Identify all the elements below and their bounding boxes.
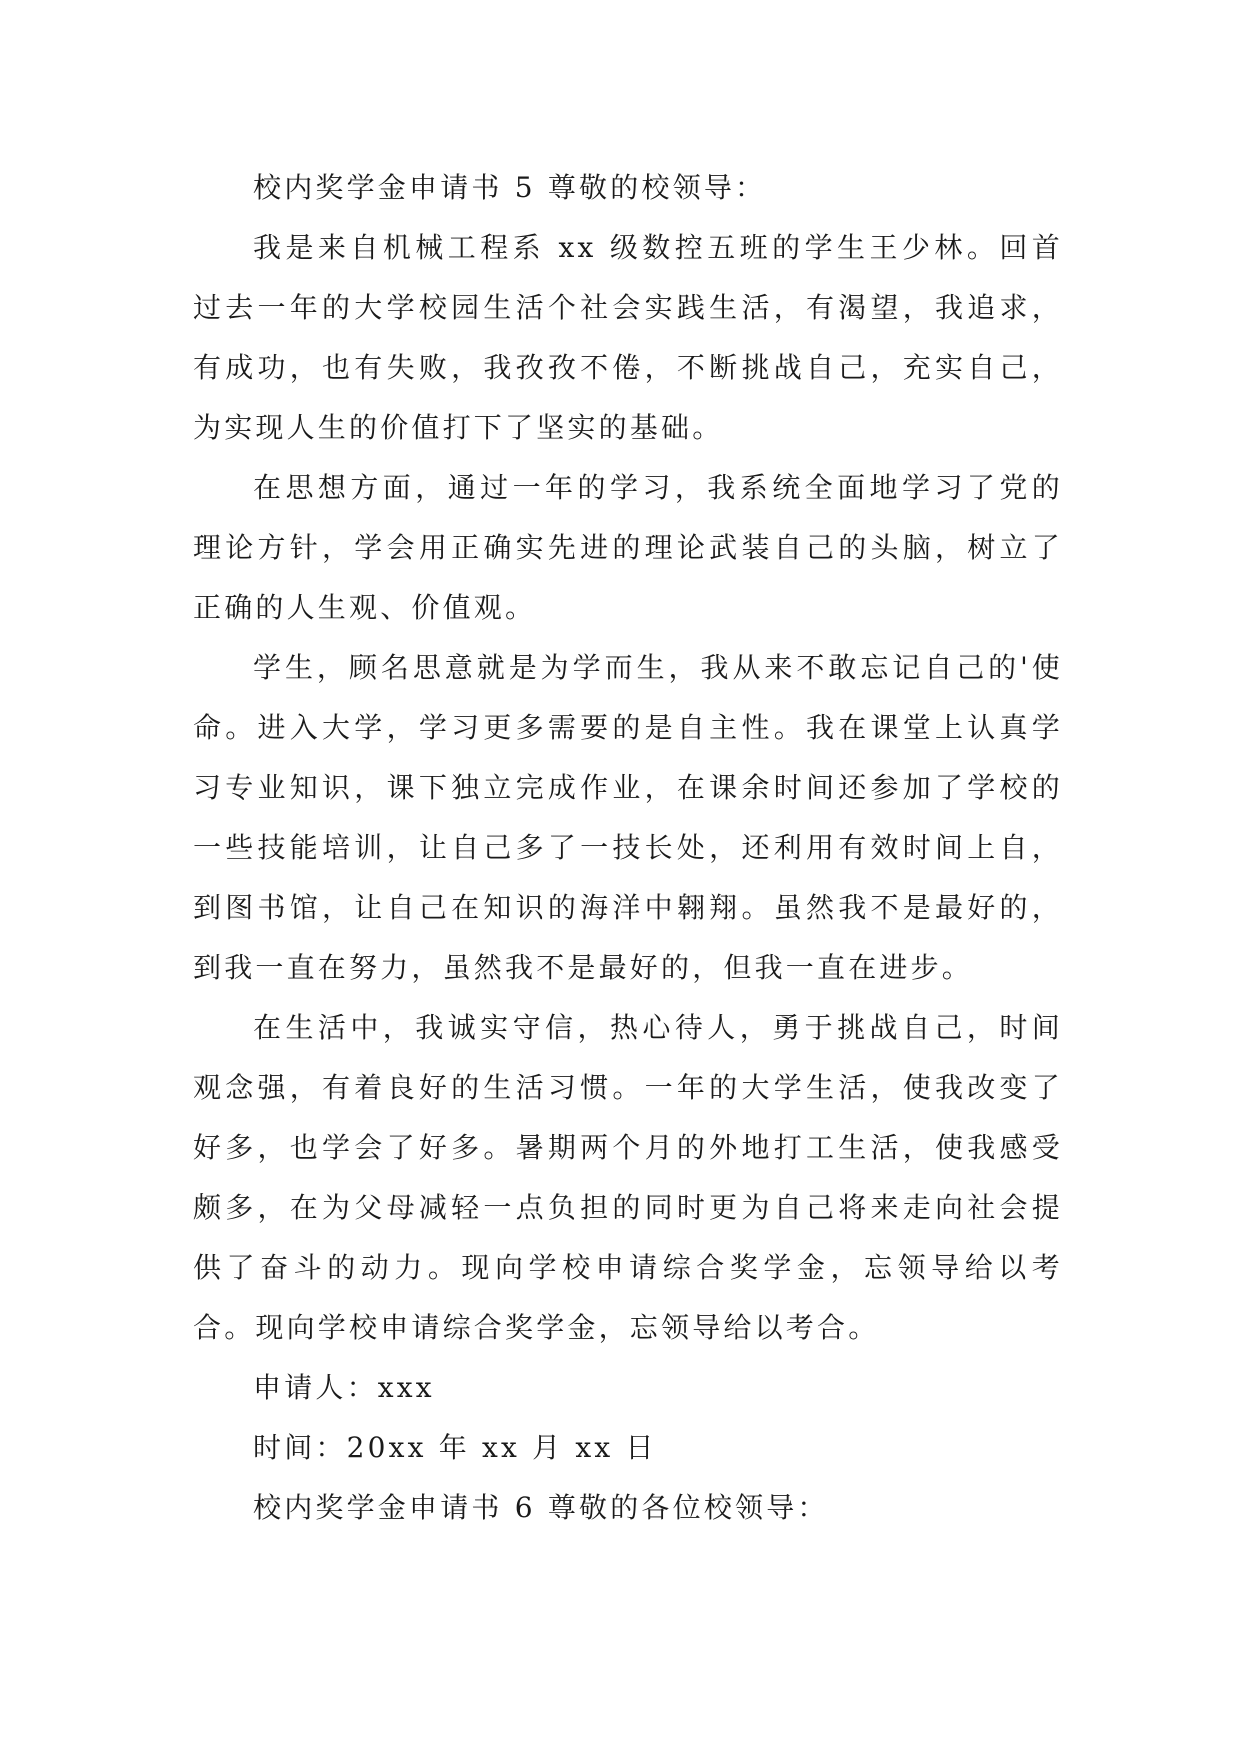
section-heading-5: 校内奖学金申请书 5 尊敬的校领导： [253, 171, 767, 204]
paragraph-intro: 我是来自机械工程系 xx 级数控五班的学生王少林。回首过去一年的大学校园生活个社会实践生活，有渴望，我追求，有成功，也有失败，我孜孜不倦，不断挑战自己，充实自己，为实现人生的价值打下了坚实的基础。 [193, 231, 1063, 444]
paragraph-thought: 在思想方面，通过一年的学习，我系统全面地学习了党的理论方针，学会用正确实先进的理论武装自己的头脑，树立了正确的人生观、价值观。 [193, 471, 1063, 624]
applicant-line: 申请人：xxx [253, 1371, 435, 1404]
paragraph-study: 学生，顾名思意就是为学而生，我从来不敢忘记自己的'使命。进入大学，学习更多需要的是自主性。我在课堂上认真学习专业知识，课下独立完成作业，在课余时间还参加了学校的一些技能培训，让自己多了一技长处，还利用有效时间上自，到图书馆，让自己在知识的海洋中翱翔。虽然我不是最好的，到我一直在努力，虽然我不是最好的，但我一直在进步。 [193, 651, 1063, 984]
paragraph-life: 在生活中，我诚实守信，热心待人，勇于挑战自己，时间观念强，有着良好的生活习惯。一年的大学生活，使我改变了好多，也学会了好多。暑期两个月的外地打工生活，使我感受颇多，在为父母减轻一点负担的同时更为自己将来走向社会提供了奋斗的动力。现向学校申请综合奖学金，忘领导给以考合。现向学校申请综合奖学金，忘领导给以考合。 [193, 1011, 1063, 1344]
section-heading-6: 校内奖学金申请书 6 尊敬的各位校领导： [253, 1491, 829, 1524]
date-line: 时间：20xx 年 xx 月 xx 日 [253, 1431, 657, 1464]
document-body [193, 158, 1063, 1538]
